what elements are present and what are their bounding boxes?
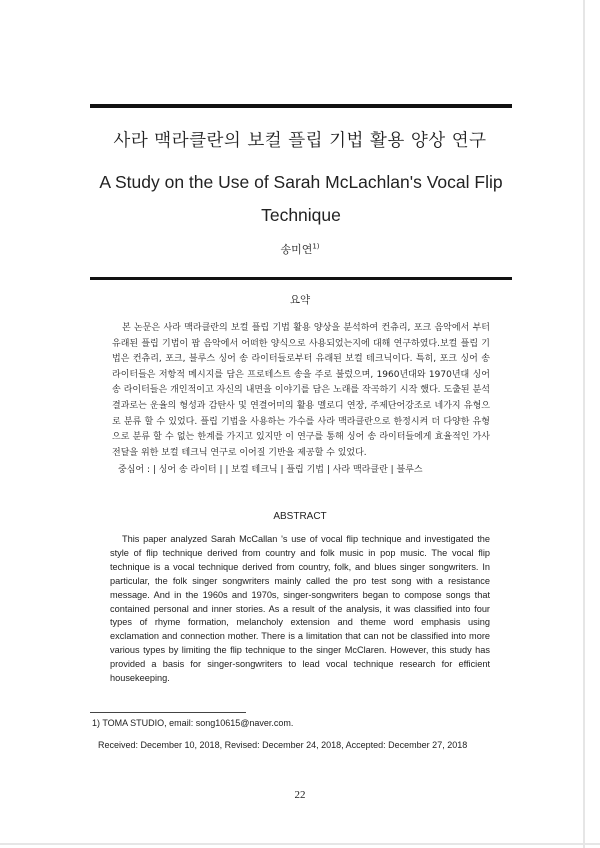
abstract-english: This paper analyzed Sarah McCallan 's use of vocal flip technique and investigated the style of flip technique derived from country and folk music in pop music. The vocal flip technique is a vocal technique derived from country, folk, and blues singer songwriters. In particular, the folk singer songwriters mainly called the pro test song with a resistance message. And in the 1960s and 1970s, singer-songwriters began to compose songs that contained personal and inner stories. As a result of the analysis, it was classified into four types of rhyme formation, melancholy extension and theme word emphasis using exclamation and connection mother. There is a limitation that can not be classified into more various types by limiting the flip technique to the singer McClaren. However, this study has provided a basis for singer-songwriters to lead vocal technique research for efficient housekeeping. bbox=[110, 534, 490, 684]
author-footnote-mark: 1) bbox=[312, 242, 320, 251]
footnote-rule bbox=[90, 712, 246, 713]
footnote: 1) TOMA STUDIO, email: song10615@naver.com. bbox=[92, 718, 294, 728]
section-rule bbox=[90, 277, 512, 280]
received-dates: Received: December 10, 2018, Revised: December 24, 2018, Accepted: December 27, 2018 bbox=[98, 740, 468, 750]
title-english: A Study on the Use of Sarah McLachlan's Vocal Flip Technique bbox=[99, 172, 503, 225]
keywords: 중심어 : | 싱어 송 라이터 | | 보컬 테크닉 | 플립 기법 | 사라 맥라클란 | 블루스 bbox=[118, 465, 423, 475]
top-rule bbox=[90, 104, 512, 108]
author-line bbox=[0, 241, 600, 257]
abstract-kr-heading: 요약 bbox=[289, 294, 311, 306]
author-name: 송미연 bbox=[280, 243, 313, 256]
abstract-en-heading: ABSTRACT bbox=[273, 511, 327, 522]
title-korean: 사라 맥라클란의 보컬 플립 기법 활용 양상 연구 bbox=[113, 131, 487, 151]
abstract-korean: 본 논문은 사라 맥라클란의 보컬 플립 기법 활용 양상을 분석하여 컨츄리, 포크 음악에서 부터 유래된 플립 기법이 팝 음악에서 어떠한 양식으로 사용되었는지에 대해 연구하였다.보컬 플립 기법은 컨츄리, 포크, 블루스 싱어 송 라이터들로부터 유래된 보컬 테크닉이다. 특히, 포크 싱어 송 라이터들은 저항적 메시지를 담은 프로테스트 송을 주로 불렀으며, 1960년대와 1970년대 싱어 송 라이터들은 개인적이고 자신의 내면을 이야기를 담은 노래를 작곡하기 시작 했다. 도출된 분석 결과로는 운율의 형성과 감탄사 및 연결어미의 활용 멜로디 연장, 주제단어강조로 네가지 유형으로 분류 할 수 있었다. 플립 기법을 사용하는 가수를 사라 맥라클란으로 한정시켜 더 다양한 유형으로 분류 할 수 없는 한계를 가지고 있지만 이 연구를 통해 싱어 송 라이터들에게 효율적인 가사 전달을 위한 보컬 테크닉 연구로 이어질 기반을 제공할 수 있었다. bbox=[112, 323, 490, 458]
page-edge-bottom bbox=[0, 843, 600, 845]
page-number: 22 bbox=[294, 789, 306, 801]
